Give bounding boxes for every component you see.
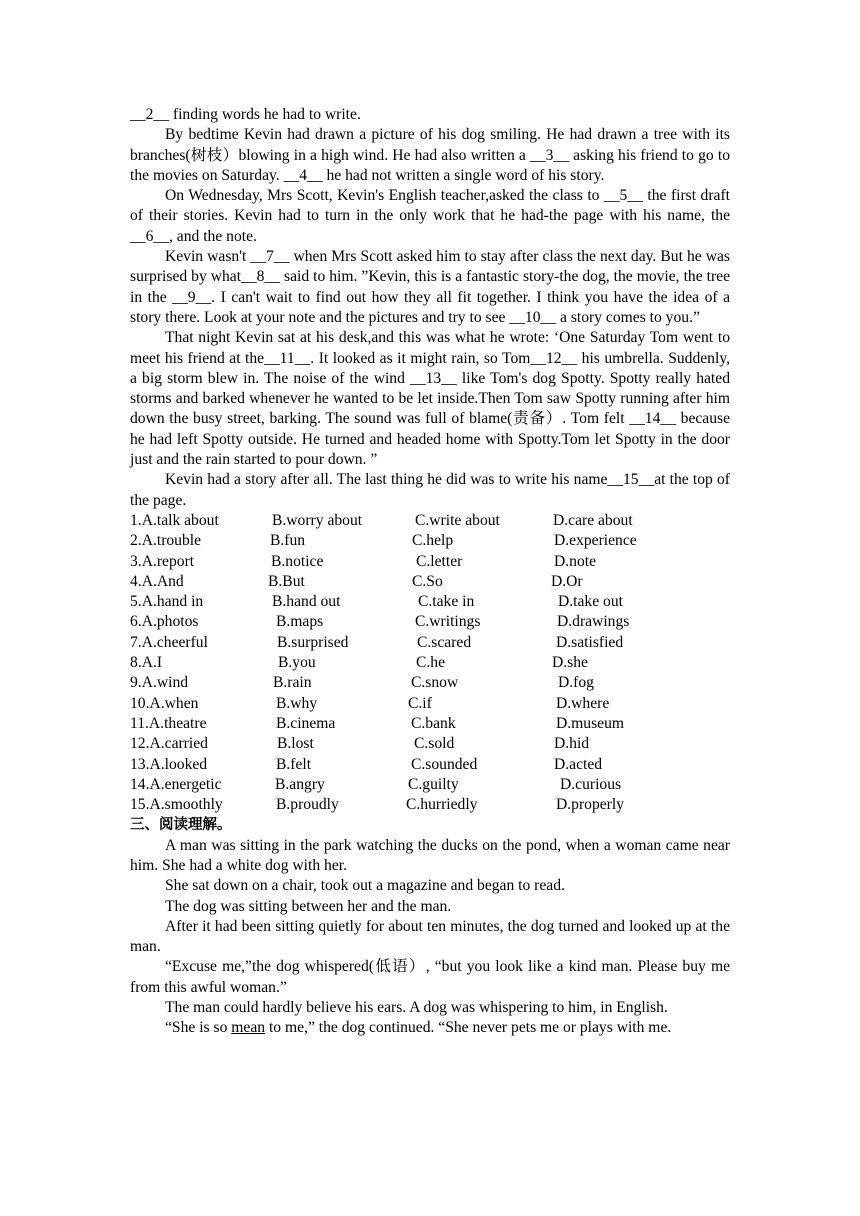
paragraph: A man was sitting in the park watching the ducks on the pond, when a woman came near him. She had a white dog with her. xyxy=(130,836,730,874)
option-row xyxy=(130,755,730,775)
option-b: B.worry about xyxy=(272,511,363,529)
option-d: D.note xyxy=(554,552,597,570)
option-row xyxy=(130,734,730,754)
option-a: 1.A.talk about xyxy=(130,511,219,529)
option-row xyxy=(130,572,730,592)
option-a: 3.A.report xyxy=(130,552,195,570)
option-b: B.fun xyxy=(270,532,306,550)
option-b: B.why xyxy=(276,694,318,712)
underlined-word: mean xyxy=(231,1019,266,1037)
option-b: B.lost xyxy=(277,735,314,753)
option-d: D.where xyxy=(556,694,610,712)
option-a: 8.A.I xyxy=(130,654,163,672)
option-b: B.proudly xyxy=(276,796,339,814)
option-row xyxy=(130,653,730,673)
text-run: “She is so xyxy=(165,1019,232,1037)
option-row xyxy=(130,673,730,693)
option-row xyxy=(130,775,730,795)
option-b: B.cinema xyxy=(276,714,336,732)
option-c: C.take in xyxy=(418,593,475,611)
option-d: D.acted xyxy=(554,755,603,773)
section-heading: 三、阅读理解。 xyxy=(130,817,232,834)
option-a: 5.A.hand in xyxy=(130,593,204,611)
option-c: C.he xyxy=(416,654,446,672)
option-c: C.letter xyxy=(416,552,463,570)
option-b: B.hand out xyxy=(272,593,341,611)
option-d: D.drawings xyxy=(557,613,630,631)
option-c: C.scared xyxy=(417,633,472,651)
option-d: D.take out xyxy=(558,593,623,611)
option-d: D.experience xyxy=(554,532,637,550)
option-c: C.So xyxy=(412,572,443,590)
option-a: 14.A.energetic xyxy=(130,775,222,793)
answer-options xyxy=(130,511,730,815)
option-b: B.rain xyxy=(273,674,312,692)
option-row xyxy=(130,592,730,612)
option-a: 15.A.smoothly xyxy=(130,796,223,814)
option-c: C.writings xyxy=(415,613,481,631)
option-b: B.surprised xyxy=(277,633,349,651)
option-a: 12.A.carried xyxy=(130,735,208,753)
option-a: 11.A.theatre xyxy=(130,714,207,732)
option-row xyxy=(130,531,730,551)
paragraph: The man could hardly believe his ears. A dog was whispering to him, in English. xyxy=(165,999,668,1017)
option-row xyxy=(130,795,730,815)
option-c: C.hurriedly xyxy=(406,796,478,814)
paragraph: After it had been sitting quietly for about ten minutes, the dog turned and looked up at the man. xyxy=(130,917,730,956)
option-a: 10.A.when xyxy=(130,694,199,712)
option-a: 13.A.looked xyxy=(130,755,208,773)
option-d: D.satisfied xyxy=(556,633,624,651)
option-row xyxy=(130,694,730,714)
option-d: D.she xyxy=(552,654,588,672)
option-a: 4.A.And xyxy=(130,572,184,590)
paragraph xyxy=(130,1018,730,1038)
option-c: C.snow xyxy=(411,674,459,692)
option-a: 6.A.photos xyxy=(130,613,199,631)
option-c: C.guilty xyxy=(408,775,459,793)
option-d: D.fog xyxy=(558,674,594,692)
option-d: D.curious xyxy=(560,775,622,793)
option-d: D.museum xyxy=(556,714,625,732)
paragraph: The dog was sitting between her and the man. xyxy=(165,897,452,915)
option-b: B.But xyxy=(268,572,305,590)
option-c: C.bank xyxy=(411,714,456,732)
option-d: D.properly xyxy=(556,796,624,814)
option-d: D.hid xyxy=(554,735,590,753)
option-row xyxy=(130,552,730,572)
paragraph: “Excuse me,”the dog whispered(低语）, “but you look like a kind man. Please buy me from this awful woman.” xyxy=(130,958,730,996)
option-a: 2.A.trouble xyxy=(130,532,202,550)
option-d: D.Or xyxy=(551,572,583,590)
paragraph: Kevin wasn't __7__ when Mrs Scott asked him to stay after class the next day. But he was surprised by what__8__ said to him. ”Kevin, this is a fantastic story-the dog, the movie, the tree in the __9__. I can't wait to find out how they all fit together. I think you have the idea of a story there. Look at your note and the pictures and try to see __10__ a story comes to you.” xyxy=(130,248,730,326)
option-row xyxy=(130,633,730,653)
option-a: 9.A.wind xyxy=(130,674,189,692)
option-c: C.sold xyxy=(414,735,455,753)
option-c: C.write about xyxy=(415,511,500,529)
option-row xyxy=(130,714,730,734)
option-c: C.if xyxy=(408,694,432,712)
document-body xyxy=(130,105,730,1039)
option-a: 7.A.cheerful xyxy=(130,633,208,651)
option-b: B.notice xyxy=(271,552,324,570)
paragraph: __2__ finding words he had to write. xyxy=(130,106,361,123)
option-c: C.sounded xyxy=(411,755,478,773)
option-c: C.help xyxy=(412,532,454,550)
option-d: D.care about xyxy=(553,511,633,529)
option-b: B.maps xyxy=(276,613,324,631)
paragraph: By bedtime Kevin had drawn a picture of his dog smiling. He had drawn a tree with its branches(树枝）blowing in a high wind. He had also written a __3__ asking his friend to go to the movies on Saturday. __4__ he had not written a single word of his story. xyxy=(130,126,730,184)
option-b: B.felt xyxy=(276,755,312,773)
text-run: to me,” the dog continued. “She never pets me or plays with me. xyxy=(265,1019,672,1037)
option-row xyxy=(130,612,730,632)
option-row xyxy=(130,511,730,531)
paragraph: She sat down on a chair, took out a magazine and began to read. xyxy=(165,877,565,895)
paragraph: Kevin had a story after all. The last thing he did was to write his name__15__at the top of the page. xyxy=(130,471,730,509)
paragraph: On Wednesday, Mrs Scott, Kevin's English teacher,asked the class to __5__ the first draft of their stories. Kevin had to turn in the only work that he had-the page with his name, the __6__, and the note. xyxy=(130,187,730,245)
option-b: B.angry xyxy=(275,775,325,793)
paragraph: That night Kevin sat at his desk,and this was what he wrote: ‘One Saturday Tom went to meet his friend at the__11__. It looked as it might rain, so Tom__12__ his umbrella. Suddenly, a big storm blew in. The noise of the wind __13__ like Tom's dog Spotty. Spotty really hated storms and barked whenever he wanted to be let inside.Then Tom saw Spotty running after him down the busy street, barking. The sound was full of blame(责备）. Tom felt __14__ because he had left Spotty outside. He turned and headed home with Spotty.Tom let Spotty in the door just and the rain started to pour down. ” xyxy=(130,329,730,469)
option-b: B.you xyxy=(278,654,316,672)
